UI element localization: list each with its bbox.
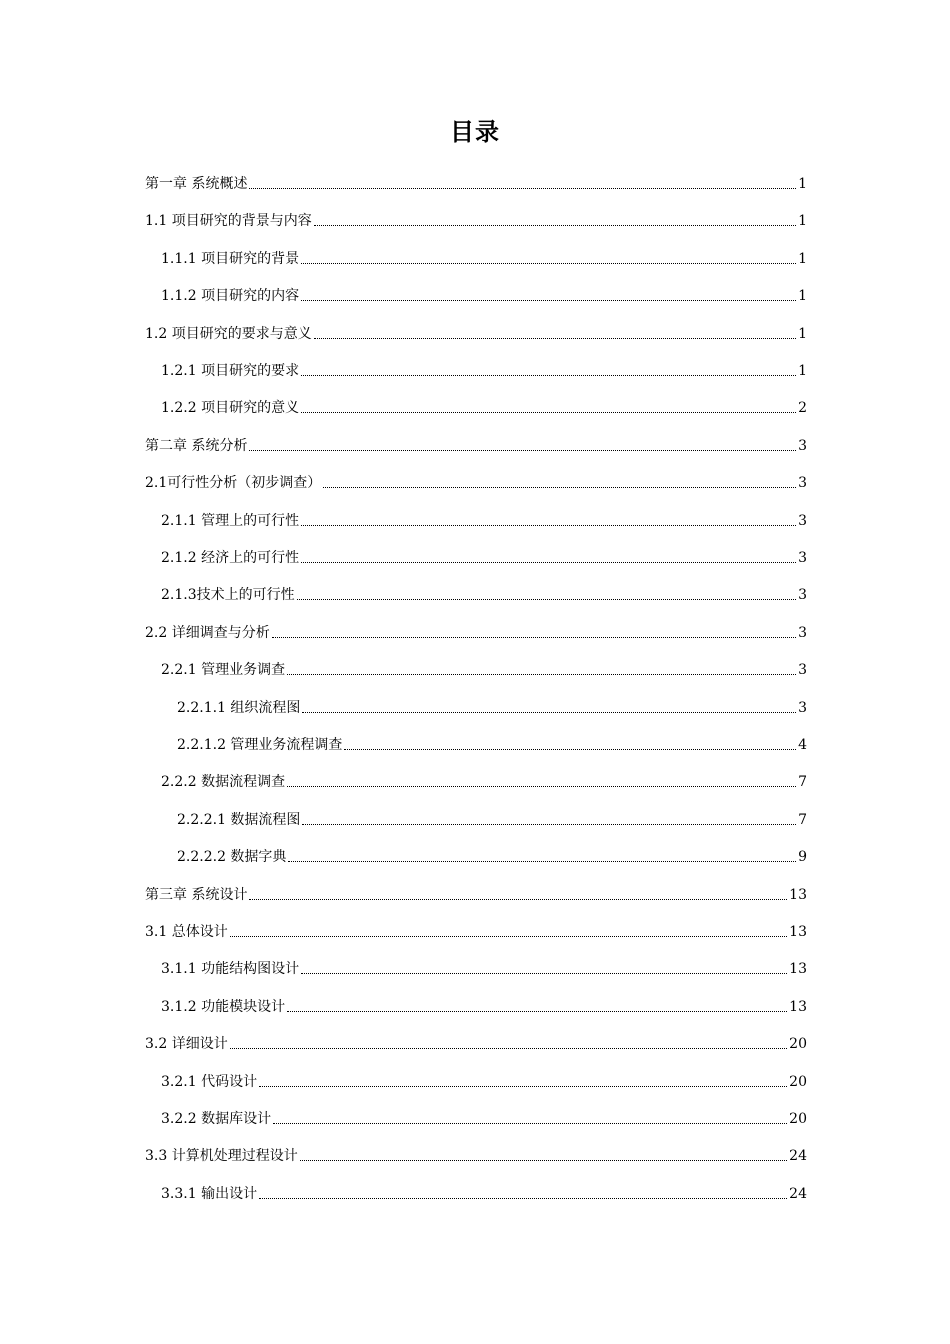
toc-entry-label: 3.1.2 功能模块设计 [161,998,286,1015]
toc-dot-leader [259,1085,787,1087]
toc-entry-label: 3.3 计算机处理过程设计 [145,1148,298,1165]
toc-dot-leader [287,673,796,675]
toc-page-number: 3 [798,662,807,679]
toc-entry-label: 第一章 系统概述 [145,176,248,192]
toc-page-number: 9 [798,849,807,866]
toc-page-number: 1 [798,250,807,267]
toc-page-number: 13 [789,998,807,1015]
toc-dot-leader [344,748,796,750]
toc-dot-leader [249,449,796,451]
toc-page-number: 2 [798,400,807,417]
toc-entry[interactable] [145,173,807,195]
toc-dot-leader [302,711,796,713]
toc-entry-label: 1.2.1 项目研究的要求 [161,363,300,379]
toc-entry[interactable] [161,510,807,532]
toc-page-number: 20 [789,1111,807,1127]
toc-entry-label: 1.1 项目研究的背景与内容 [145,213,312,230]
toc-dot-leader [301,262,796,264]
toc-entry[interactable] [145,1145,807,1167]
toc-page-number: 3 [798,512,807,529]
toc-page-number: 13 [789,924,807,940]
toc-entry-label: 2.2.1.2 管理业务流程调查 [177,737,343,753]
toc-entry-label: 2.2.2.2 数据字典 [177,849,287,866]
toc-entry[interactable] [177,846,807,868]
toc-entry[interactable] [145,435,807,457]
toc-page-number: 3 [798,437,807,454]
toc-entry[interactable] [145,884,807,906]
toc-entry[interactable] [161,1108,807,1130]
toc-dot-leader [323,486,796,488]
toc-entry-label: 2.1.2 经济上的可行性 [161,550,300,566]
toc-page-number: 1 [798,213,807,230]
toc-entry[interactable] [161,248,807,270]
toc-dot-leader [273,1122,787,1124]
toc-entry-label: 第三章 系统设计 [145,886,248,903]
toc-page-number: 7 [798,774,807,791]
toc-entry[interactable] [145,921,807,943]
toc-dot-leader [249,898,787,900]
toc-dot-leader [300,1159,787,1161]
toc-entry[interactable] [161,285,807,307]
toc-dot-leader [297,598,796,600]
toc-page-number: 3 [798,699,807,716]
toc-entry[interactable] [145,210,807,232]
toc-entry-label: 3.1 总体设计 [145,924,228,940]
toc-dot-leader [301,411,796,413]
toc-dot-leader [230,935,787,937]
toc-page-number: 3 [798,475,807,492]
toc-entry-label: 1.1.2 项目研究的内容 [161,288,300,305]
toc-dot-leader [287,1010,787,1012]
toc-entry-label: 2.2.2.1 数据流程图 [177,811,301,828]
toc-entry-label: 3.3.1 输出设计 [161,1185,258,1202]
toc-entry-label: 1.2.2 项目研究的意义 [161,400,300,417]
toc-entry[interactable] [145,323,807,345]
toc-dot-leader [301,299,796,301]
toc-entry-label: 3.2.2 数据库设计 [161,1111,272,1127]
toc-entry-label: 1.2 项目研究的要求与意义 [145,325,312,342]
toc-entry-label: 2.2 详细调查与分析 [145,624,270,641]
toc-page-number: 7 [798,811,807,828]
toc-entry[interactable] [161,1071,807,1093]
toc-dot-leader [301,524,796,526]
toc-page-number: 20 [789,1036,807,1053]
toc-page-number: 3 [798,587,807,604]
toc-entry-label: 3.2 详细设计 [145,1036,228,1053]
toc-entry[interactable] [161,547,807,569]
toc-entry-label: 第二章 系统分析 [145,437,248,454]
toc-dot-leader [301,561,796,563]
toc-dot-leader [272,636,796,638]
toc-dot-leader [230,1047,787,1049]
toc-dot-leader [288,860,796,862]
toc-entry[interactable] [145,1033,807,1055]
toc-page-number: 4 [798,737,807,753]
toc-entry[interactable] [177,697,807,719]
toc-dot-leader [301,374,796,376]
toc-entry[interactable] [161,659,807,681]
toc-page-number: 1 [798,176,807,192]
toc-entry[interactable] [177,809,807,831]
toc-entry-label: 2.2.1 管理业务调查 [161,662,286,679]
toc-page-number: 1 [798,288,807,305]
toc-entry-label: 2.1.1 管理上的可行性 [161,512,300,529]
toc-page-number: 1 [798,363,807,379]
toc-entry-label: 2.1.3技术上的可行性 [161,587,295,604]
toc-page-number: 20 [789,1073,807,1090]
toc-page-number: 24 [789,1148,807,1165]
toc-entry-label: 3.2.1 代码设计 [161,1073,258,1090]
toc-entry[interactable] [161,958,807,980]
toc-entry-label: 2.2.2 数据流程调查 [161,774,286,791]
toc-dot-leader [287,785,796,787]
toc-entry[interactable] [145,622,807,644]
toc-entry[interactable] [161,996,807,1018]
toc-page-number: 3 [798,624,807,641]
toc-page-number: 24 [789,1185,807,1202]
toc-entry-label: 2.1可行性分析（初步调查） [145,475,322,492]
toc-dot-leader [314,337,796,339]
toc-entry-label: 3.1.1 功能结构图设计 [161,961,300,978]
toc-page-number: 1 [798,325,807,342]
toc-entry-label: 1.1.1 项目研究的背景 [161,250,300,267]
toc-entry[interactable] [145,472,807,494]
toc-page-number: 13 [789,961,807,978]
toc-dot-leader [259,1197,787,1199]
toc-dot-leader [302,823,796,825]
toc-dot-leader [314,224,796,226]
toc-entry[interactable] [161,771,807,793]
toc-entry[interactable] [161,584,807,606]
toc-entry-label: 2.2.1.1 组织流程图 [177,699,301,716]
toc-title: 目录 [450,118,500,146]
toc-page-number: 3 [798,550,807,566]
toc-dot-leader [301,972,787,974]
toc-entry[interactable] [161,360,807,382]
toc-entry[interactable] [161,397,807,419]
toc-dot-leader [249,187,796,189]
toc-page-number: 13 [789,886,807,903]
toc-entry[interactable] [161,1183,807,1205]
toc-entry[interactable] [177,734,807,756]
